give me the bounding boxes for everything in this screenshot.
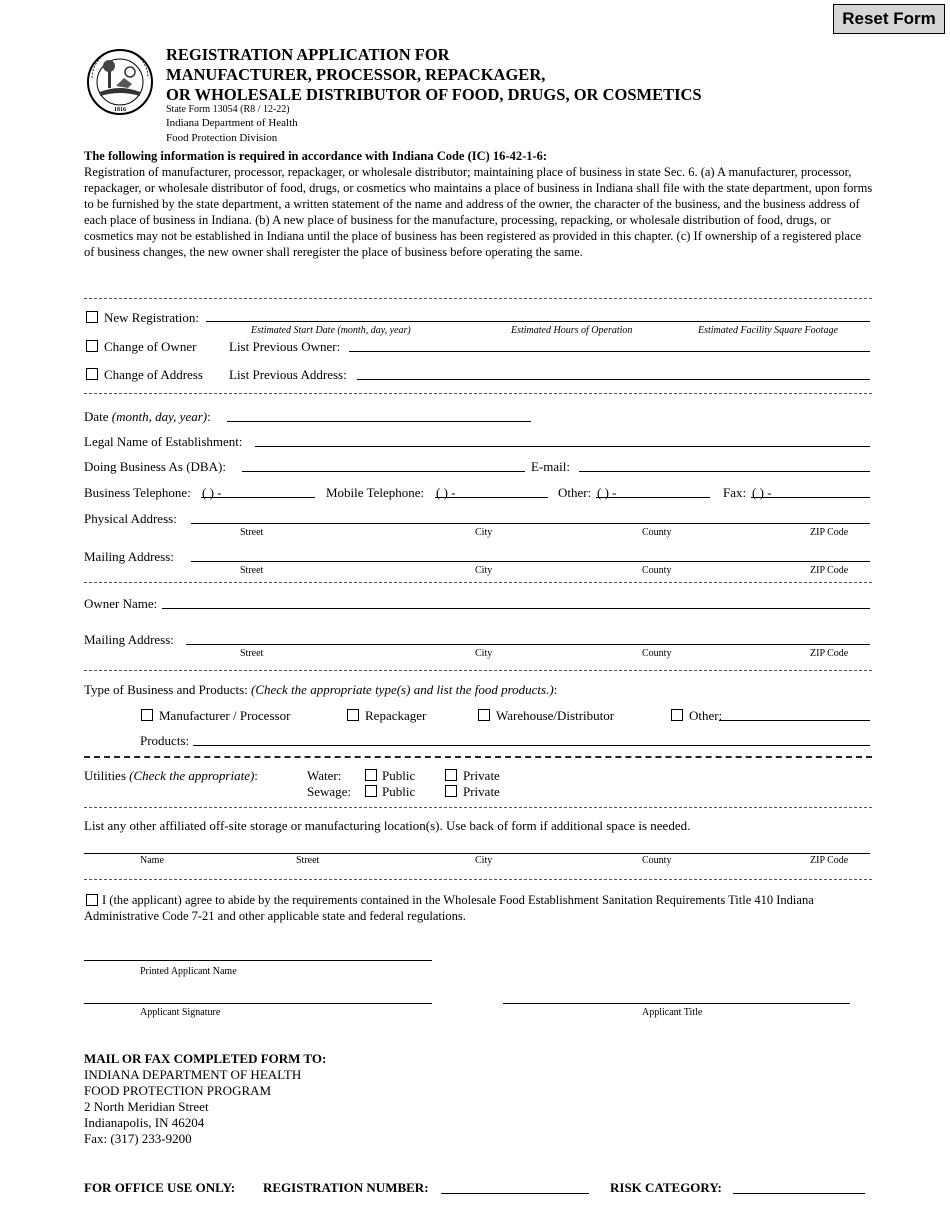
date-field[interactable] [227, 421, 531, 422]
divider [84, 670, 872, 671]
date-colon: : [207, 409, 211, 424]
business-type-label [84, 682, 557, 698]
printed-name-field[interactable] [84, 960, 432, 961]
zip-caption: ZIP Code [810, 855, 849, 866]
mail-to-line-2: FOOD PROTECTION PROGRAM [84, 1083, 272, 1098]
water-label: Water: [307, 768, 342, 783]
new-registration-checkbox[interactable] [86, 311, 98, 323]
dba-label: Doing Business As (DBA): [84, 459, 226, 474]
mobile-phone-field[interactable] [435, 497, 548, 498]
business-phone-field[interactable] [201, 497, 315, 498]
water-private-checkbox[interactable] [445, 769, 457, 781]
mail-to-line-4: Indianapolis, IN 46204 [84, 1115, 205, 1130]
business-type-colon: : [553, 682, 558, 697]
start-date-hint: Estimated Start Date (month, day, year) [251, 325, 411, 336]
divider [84, 298, 872, 299]
fax-label: Fax: [723, 485, 747, 500]
change-owner-checkbox[interactable] [86, 340, 98, 352]
divider [84, 756, 872, 758]
sqft-hint: Estimated Facility Square Footage [698, 325, 838, 336]
other-business-label: Other: [689, 708, 723, 723]
street-caption: Street [240, 527, 264, 538]
legal-heading: The following information is required in accordance with Indiana Code (IC) 16-42-1-6: [84, 149, 548, 163]
mobile-phone-label: Mobile Telephone: [326, 485, 425, 500]
other-business-checkbox[interactable] [671, 709, 683, 721]
reset-form-button[interactable]: Reset Form [833, 4, 945, 34]
previous-address-label: List Previous Address: [229, 367, 347, 382]
state-seal-logo [86, 48, 154, 116]
date-label [84, 409, 211, 425]
risk-category-field[interactable] [733, 1193, 865, 1194]
email-label: E-mail: [531, 459, 570, 474]
previous-address-field[interactable] [357, 379, 870, 380]
form-number: State Form 13054 (R8 / 12-22) [166, 104, 290, 115]
repackager-checkbox[interactable] [347, 709, 359, 721]
county-caption: County [642, 648, 672, 659]
applicant-title-field[interactable] [503, 1003, 850, 1004]
manufacturer-label: Manufacturer / Processor [159, 708, 291, 723]
other-phone-mask: ( ) - [597, 485, 617, 500]
mobile-phone-mask: ( ) - [436, 485, 456, 500]
street-caption: Street [240, 648, 264, 659]
mail-to-line-1: INDIANA DEPARTMENT OF HEALTH [84, 1067, 302, 1082]
divider [84, 582, 872, 583]
divider [84, 393, 872, 394]
fax-mask: ( ) - [752, 485, 772, 500]
mailing-address-field[interactable] [191, 561, 870, 562]
street-caption: Street [296, 855, 320, 866]
affiliated-text: List any other affiliated off-site storage or manufacturing location(s). Use back of form if additional space is needed. [84, 818, 691, 833]
registration-number-field[interactable] [441, 1193, 589, 1194]
products-field[interactable] [193, 745, 870, 746]
city-caption: City [475, 855, 493, 866]
mailing-address-label: Mailing Address: [84, 549, 174, 564]
sewage-public-checkbox[interactable] [365, 785, 377, 797]
physical-address-label: Physical Address: [84, 511, 177, 526]
new-registration-field[interactable] [206, 321, 870, 322]
mail-to-heading: MAIL OR FAX COMPLETED FORM TO: [84, 1051, 327, 1066]
warehouse-checkbox[interactable] [478, 709, 490, 721]
legal-name-label: Legal Name of Establishment: [84, 434, 243, 449]
name-caption: Name [140, 855, 164, 866]
registration-number-label: REGISTRATION NUMBER: [263, 1180, 429, 1195]
change-address-label: Change of Address [104, 367, 203, 382]
owner-mailing-address-label: Mailing Address: [84, 632, 174, 647]
change-owner-label: Change of Owner [104, 339, 197, 354]
county-caption: County [642, 855, 672, 866]
new-registration-label: New Registration: [104, 310, 199, 325]
owner-name-field[interactable] [162, 608, 870, 609]
products-label: Products: [140, 733, 190, 748]
mail-to-line-5: Fax: (317) 233-9200 [84, 1131, 192, 1146]
email-field[interactable] [579, 471, 870, 472]
utilities-text: Utilities [84, 768, 126, 783]
fax-field[interactable] [751, 497, 870, 498]
agreement-text: I (the applicant) agree to abide by the requirements contained in the Wholesale Food Establishment Sanitation Requirements Title 410 Indiana Administrative Code 7-21 and other applicable state and federal regulations. [84, 893, 814, 924]
street-caption: Street [240, 565, 264, 576]
city-caption: City [475, 565, 493, 576]
zip-caption: ZIP Code [810, 527, 849, 538]
business-phone-label: Business Telephone: [84, 485, 191, 500]
owner-mailing-address-field[interactable] [186, 644, 870, 645]
zip-caption: ZIP Code [810, 648, 849, 659]
county-caption: County [642, 565, 672, 576]
dba-field[interactable] [242, 471, 525, 472]
city-caption: City [475, 527, 493, 538]
water-private-label: Private [463, 768, 500, 783]
utilities-hint: (Check the appropriate) [129, 768, 255, 783]
other-phone-label: Other: [558, 485, 592, 500]
date-hint: (month, day, year) [111, 409, 208, 424]
legal-text: Registration of manufacturer, processor, repackager, or wholesale distributor; maintaining place of business in state Sec. 6. (a) A manufacturer, processor, repackager, or wholesale distributor of food, drugs, or cosmetics who maintains a place of business in Indiana shall file with the state department, upon forms to be furnished by the state department, a written statement of the name and address of the owner, the character of the business, and the business address of each place of business in Indiana. (b) A new place of business for the manufacture, processing, repacking, or wholesale distribution of food, drugs, or cosmetics may not be established in Indiana until the place of business has been registered as provided in this chapter. (c) If ownership of a registered place of business changes, the new owner shall reregister the place of business before operating the same. [84, 165, 873, 260]
zip-caption: ZIP Code [810, 565, 849, 576]
legal-name-field[interactable] [255, 446, 870, 447]
agency-name: Indiana Department of Health [166, 117, 298, 129]
divider [84, 807, 872, 808]
county-caption: County [642, 527, 672, 538]
sewage-private-label: Private [463, 784, 500, 799]
water-public-checkbox[interactable] [365, 769, 377, 781]
business-type-hint: (Check the appropriate type(s) and list the food products.) [251, 682, 554, 697]
previous-owner-field[interactable] [349, 351, 870, 352]
repackager-label: Repackager [365, 708, 427, 723]
sewage-private-checkbox[interactable] [445, 785, 457, 797]
other-phone-field[interactable] [596, 497, 710, 498]
svg-text:1816: 1816 [114, 107, 126, 113]
business-phone-mask: ( ) - [202, 485, 222, 500]
printed-name-caption: Printed Applicant Name [140, 966, 237, 977]
utilities-label [84, 768, 258, 784]
form-title-line-3: OR WHOLESALE DISTRIBUTOR OF FOOD, DRUGS, OR COSMETICS [166, 85, 702, 104]
date-label-text: Date [84, 409, 109, 424]
hours-hint: Estimated Hours of Operation [511, 325, 633, 336]
change-address-checkbox[interactable] [86, 368, 98, 380]
city-caption: City [475, 648, 493, 659]
manufacturer-checkbox[interactable] [141, 709, 153, 721]
sewage-public-label: Public [382, 784, 416, 799]
previous-owner-label: List Previous Owner: [229, 339, 341, 354]
business-type-text: Type of Business and Products: [84, 682, 248, 697]
risk-category-label: RISK CATEGORY: [610, 1180, 722, 1195]
form-title-line-1: REGISTRATION APPLICATION FOR [166, 45, 450, 64]
water-public-label: Public [382, 768, 416, 783]
divider [84, 879, 872, 880]
applicant-title-caption: Applicant Title [642, 1007, 703, 1018]
warehouse-label: Warehouse/Distributor [496, 708, 615, 723]
form-title-line-2: MANUFACTURER, PROCESSOR, REPACKAGER, [166, 65, 546, 84]
office-use-label: FOR OFFICE USE ONLY: [84, 1180, 236, 1195]
affiliated-field[interactable] [84, 853, 870, 854]
signature-caption: Applicant Signature [140, 1007, 221, 1018]
sewage-label: Sewage: [307, 784, 352, 799]
signature-field[interactable] [84, 1003, 432, 1004]
physical-address-field[interactable] [191, 523, 870, 524]
division-name: Food Protection Division [166, 132, 278, 144]
other-business-field[interactable] [719, 720, 870, 721]
owner-name-label: Owner Name: [84, 596, 158, 611]
utilities-colon: : [254, 768, 258, 783]
mail-to-line-3: 2 North Meridian Street [84, 1099, 209, 1114]
